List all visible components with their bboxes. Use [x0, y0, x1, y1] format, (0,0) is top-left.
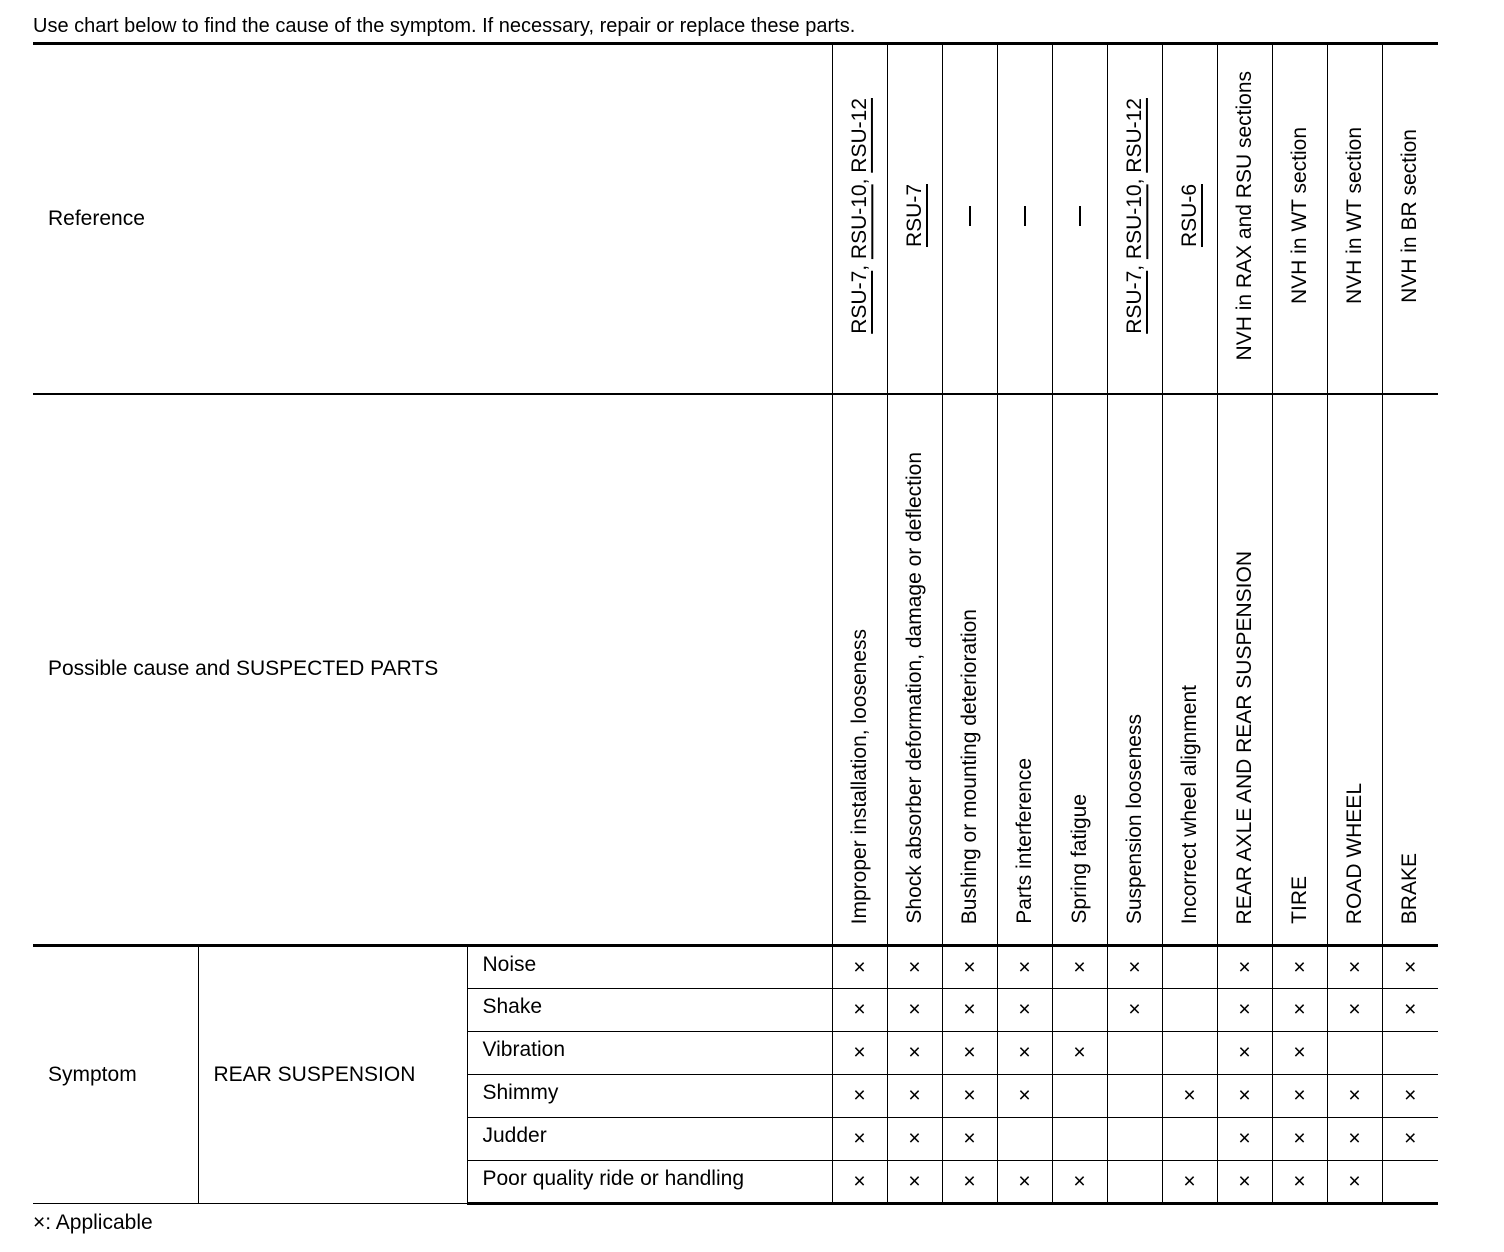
cause-cell — [1052, 394, 1107, 946]
cause-cell — [1107, 394, 1162, 946]
reference-links — [903, 184, 927, 247]
applicable-mark: × — [1107, 946, 1162, 989]
reference-links — [848, 98, 872, 334]
possible-cause-label: Possible cause and SUSPECTED PARTS — [33, 394, 832, 946]
reference-link[interactable]: RSU-7 — [902, 184, 926, 248]
symptom-name: Judder — [467, 1118, 832, 1161]
empty-cell — [1162, 946, 1217, 989]
applicable-mark: × — [832, 1075, 887, 1118]
applicable-mark: × — [942, 1075, 997, 1118]
symptom-chart — [33, 42, 1438, 1205]
cause-cell — [832, 394, 887, 946]
applicable-mark: × — [887, 1118, 942, 1161]
applicable-mark: × — [1217, 989, 1272, 1032]
empty-cell — [1107, 1075, 1162, 1118]
applicable-mark: × — [887, 1075, 942, 1118]
reference-separator: , — [847, 258, 871, 271]
cause-label: Incorrect wheel alignment — [1177, 684, 1201, 924]
empty-cell — [1382, 1161, 1438, 1204]
reference-label: Reference — [33, 44, 832, 394]
cause-label: Improper installation, looseness — [847, 628, 871, 924]
applicable-mark: × — [1052, 946, 1107, 989]
cause-cell — [997, 394, 1052, 946]
applicable-mark: × — [1107, 989, 1162, 1032]
cause-label: TIRE — [1287, 876, 1311, 924]
applicable-mark: × — [942, 946, 997, 989]
applicable-mark: × — [1327, 946, 1382, 989]
reference-text: NVH in WT section — [1287, 127, 1311, 305]
symptom-name: Noise — [467, 946, 832, 989]
applicable-mark: × — [1272, 989, 1327, 1032]
empty-cell — [1382, 1032, 1438, 1075]
applicable-mark: × — [832, 1161, 887, 1204]
reference-cell — [1217, 44, 1272, 394]
reference-cell — [997, 44, 1052, 394]
footnote: ×: Applicable — [33, 1211, 153, 1234]
cause-cell — [1162, 394, 1217, 946]
applicable-mark: × — [1052, 1161, 1107, 1204]
applicable-mark: × — [1272, 1161, 1327, 1204]
applicable-mark: × — [1162, 1075, 1217, 1118]
empty-cell — [1162, 1032, 1217, 1075]
applicable-mark: × — [1272, 946, 1327, 989]
intro-text: Use chart below to find the cause of the symptom. If necessary, repair or replace these parts. — [33, 15, 856, 37]
applicable-mark: × — [832, 1118, 887, 1161]
cause-label: Parts interference — [1012, 758, 1036, 924]
applicable-mark: × — [942, 1118, 997, 1161]
cause-cell — [1327, 394, 1382, 946]
reference-text: NVH in BR section — [1398, 128, 1422, 303]
reference-text: NVH in WT section — [1342, 127, 1366, 305]
applicable-mark: × — [887, 1032, 942, 1075]
cause-cell — [887, 394, 942, 946]
no-reference-dash — [1079, 206, 1081, 226]
cause-label: Bushing or mounting deterioration — [957, 608, 981, 924]
no-reference-dash — [969, 206, 971, 226]
reference-cell — [1107, 44, 1162, 394]
applicable-mark: × — [1382, 989, 1438, 1032]
applicable-mark: × — [942, 989, 997, 1032]
reference-text: NVH in RAX and RSU sections — [1232, 71, 1256, 361]
reference-cell — [1272, 44, 1327, 394]
applicable-mark: × — [832, 946, 887, 989]
reference-links — [1123, 98, 1147, 334]
empty-cell — [1107, 1118, 1162, 1161]
applicable-mark: × — [942, 1032, 997, 1075]
applicable-mark: × — [1272, 1118, 1327, 1161]
applicable-mark: × — [1162, 1161, 1217, 1204]
applicable-mark: × — [1327, 1161, 1382, 1204]
empty-cell — [1327, 1032, 1382, 1075]
cause-label: ROAD WHEEL — [1342, 782, 1366, 924]
cause-cell — [942, 394, 997, 946]
applicable-mark: × — [1272, 1075, 1327, 1118]
applicable-mark: × — [1217, 946, 1272, 989]
cause-label: Suspension looseness — [1122, 713, 1146, 924]
reference-links — [1178, 184, 1202, 247]
applicable-mark: × — [1217, 1161, 1272, 1204]
reference-link[interactable]: RSU-10 — [1122, 184, 1146, 259]
reference-link[interactable]: RSU-10 — [847, 184, 871, 259]
no-reference-dash — [1024, 206, 1026, 226]
empty-cell — [1162, 989, 1217, 1032]
applicable-mark: × — [1052, 1032, 1107, 1075]
reference-cell — [1162, 44, 1217, 394]
cause-label: Spring fatigue — [1067, 794, 1091, 924]
reference-link[interactable]: RSU-12 — [1122, 97, 1146, 173]
applicable-mark: × — [887, 946, 942, 989]
cause-cell — [1217, 394, 1272, 946]
empty-cell — [997, 1118, 1052, 1161]
applicable-mark: × — [997, 989, 1052, 1032]
applicable-mark: × — [1327, 1118, 1382, 1161]
symptom-name: Shake — [467, 989, 832, 1032]
empty-cell — [1162, 1118, 1217, 1161]
reference-cell — [942, 44, 997, 394]
reference-cell — [832, 44, 887, 394]
symptom-row — [33, 946, 1438, 989]
applicable-mark: × — [887, 989, 942, 1032]
empty-cell — [1107, 1032, 1162, 1075]
cause-cell — [1272, 394, 1327, 946]
applicable-mark: × — [1217, 1032, 1272, 1075]
applicable-mark: × — [997, 1075, 1052, 1118]
applicable-mark: × — [1382, 1118, 1438, 1161]
cause-label: REAR AXLE AND REAR SUSPENSION — [1232, 550, 1256, 924]
applicable-mark: × — [832, 989, 887, 1032]
symptom-label: Symptom — [33, 946, 198, 1204]
symptom-name: Shimmy — [467, 1075, 832, 1118]
applicable-mark: × — [1327, 1075, 1382, 1118]
symptom-name: Poor quality ride or handling — [467, 1161, 832, 1204]
reference-link[interactable]: RSU-7 — [1122, 270, 1146, 334]
reference-cell — [1382, 44, 1438, 394]
applicable-mark: × — [1272, 1032, 1327, 1075]
reference-link[interactable]: RSU-12 — [847, 97, 871, 173]
cause-label: Shock absorber deformation, damage or deflection — [902, 452, 926, 924]
applicable-mark: × — [1217, 1075, 1272, 1118]
reference-cell — [1052, 44, 1107, 394]
reference-link[interactable]: RSU-6 — [1177, 184, 1201, 248]
empty-cell — [1107, 1161, 1162, 1204]
empty-cell — [1052, 1118, 1107, 1161]
applicable-mark: × — [1327, 989, 1382, 1032]
reference-cell — [1327, 44, 1382, 394]
applicable-mark: × — [887, 1161, 942, 1204]
system-label: REAR SUSPENSION — [198, 946, 467, 1204]
symptom-name: Vibration — [467, 1032, 832, 1075]
empty-cell — [1052, 1075, 1107, 1118]
applicable-mark: × — [942, 1161, 997, 1204]
reference-separator: , — [1122, 258, 1146, 271]
applicable-mark: × — [1382, 1075, 1438, 1118]
reference-link[interactable]: RSU-7 — [847, 270, 871, 334]
empty-cell — [1052, 989, 1107, 1032]
cause-cell — [1382, 394, 1438, 946]
reference-separator: , — [1122, 172, 1146, 185]
applicable-mark: × — [997, 1032, 1052, 1075]
applicable-mark: × — [832, 1032, 887, 1075]
applicable-mark: × — [997, 1161, 1052, 1204]
applicable-mark: × — [1217, 1118, 1272, 1161]
applicable-mark: × — [997, 946, 1052, 989]
reference-cell — [887, 44, 942, 394]
cause-label: BRAKE — [1398, 852, 1422, 924]
applicable-mark: × — [1382, 946, 1438, 989]
reference-separator: , — [847, 172, 871, 185]
